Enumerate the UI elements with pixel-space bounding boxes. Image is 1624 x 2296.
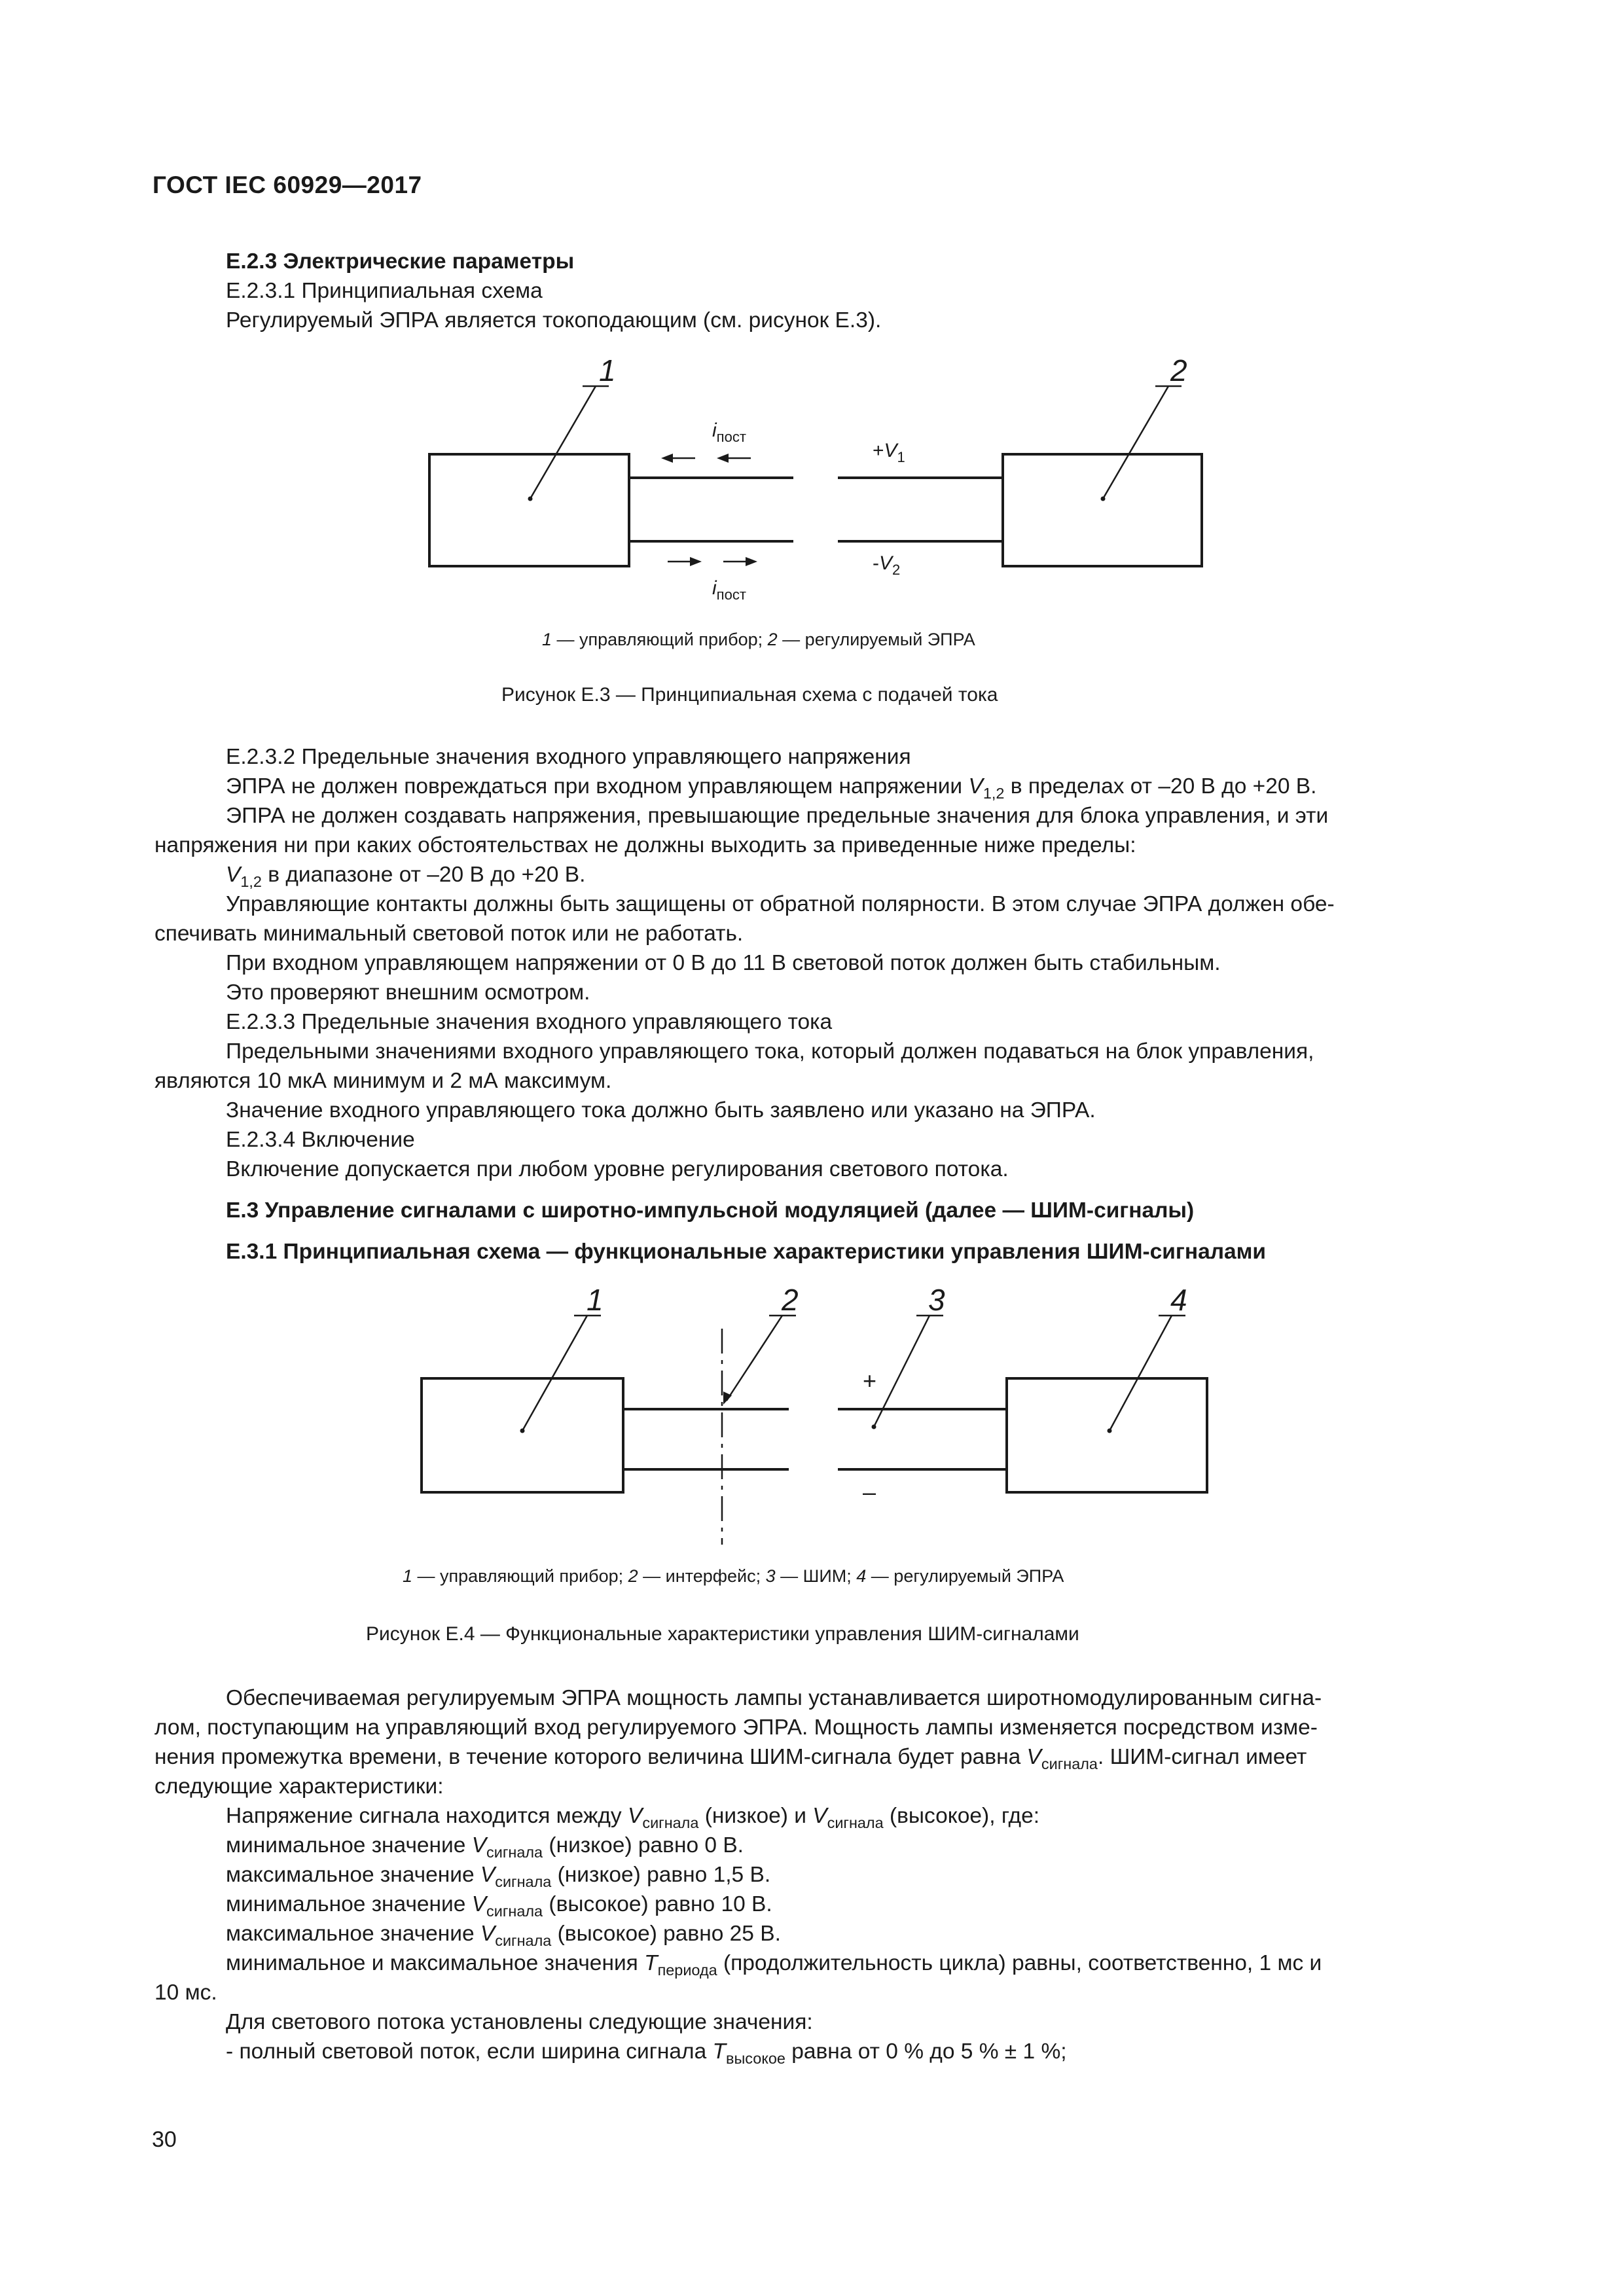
voltage-label-v1: $+V_1$ — [873, 440, 905, 465]
paragraph: 10 мс. — [154, 1981, 217, 2005]
figure-e4-caption: Рисунок Е.4 — Функциональные характеристики управления ШИМ-сигналами — [366, 1623, 1079, 1645]
list-item: минимальное значение $V_{сигнала}$ (низкое) равно 0 В. — [226, 1833, 744, 1861]
figure-e4-diagram — [393, 1283, 1244, 1558]
figure-e3-caption: Рисунок Е.3 — Принципиальная схема с подачей тока — [501, 684, 998, 706]
list-item: максимальное значение $V_{сигнала}$ (низкое) равно 1,5 В. — [226, 1863, 771, 1891]
control-device-box — [429, 454, 629, 566]
figure-e4-label-1: 1 — [586, 1283, 604, 1317]
paragraph: нения промежутка времени, в течение которого величина ШИМ-сигнала будет равна $V_{сигнала}$. ШИМ-сигнал имеет — [154, 1745, 1307, 1773]
paragraph: Регулируемый ЭПРА является токоподающим (см. рисунок Е.3). — [226, 308, 882, 332]
paragraph: Напряжение сигнала находится между $V_{сигнала}$ (низкое) и $V_{сигнала}$ (высокое), где: — [226, 1804, 1040, 1832]
section-heading-e31: Е.3.1 Принципиальная схема — функциональные характеристики управления ШИМ-сигналами — [226, 1240, 1266, 1264]
paragraph: ЭПРА не должен создавать напряжения, превышающие предельные значения для блока управления, и эти — [226, 804, 1329, 828]
paragraph: Это проверяют внешним осмотром. — [226, 980, 590, 1005]
minus-sign: – — [863, 1479, 876, 1505]
paragraph: Значение входного управляющего тока должно быть заявлено или указано на ЭПРА. — [226, 1098, 1096, 1122]
subsection-title-e231: Е.2.3.1 Принципиальная схема — [226, 279, 543, 303]
paragraph: Управляющие контакты должны быть защищены от обратной полярности. В этом случае ЭПРА должен обе- — [226, 892, 1335, 916]
plus-sign: + — [863, 1367, 877, 1394]
section-heading-e3: Е.3 Управление сигналами с широтно-импульсной модуляцией (далее — ШИМ-сигналы) — [226, 1198, 1195, 1223]
subsection-title-e234: Е.2.3.4 Включение — [226, 1128, 415, 1152]
paragraph: Предельными значениями входного управляющего тока, который должен подаваться на блок управления, — [226, 1039, 1314, 1064]
current-label-top: $i_{пост}$ — [712, 420, 746, 445]
section-heading-e23: Е.2.3 Электрические параметры — [226, 249, 575, 274]
control-device-box — [422, 1378, 623, 1492]
figure-e4-label-3: 3 — [928, 1283, 945, 1317]
ballast-box — [1003, 454, 1202, 566]
list-item: минимальное и максимальное значения $T_{периода}$ (продолжительность цикла) равны, соответственно, 1 мс и — [226, 1951, 1322, 1979]
arrow-left-icon — [661, 454, 673, 463]
figure-e3-label-1: 1 — [599, 353, 616, 387]
paragraph: Обеспечиваемая регулируемым ЭПРА мощность лампы устанавливается широтномодулированным сигна- — [226, 1686, 1322, 1710]
figure-e3-diagram — [393, 353, 1244, 615]
list-item: минимальное значение $V_{сигнала}$ (высокое) равно 10 В. — [226, 1892, 772, 1920]
figure-e4-legend: 1 — управляющий прибор; 2 — интерфейс; 3 — ШИМ; 4 — регулируемый ЭПРА — [403, 1566, 1064, 1586]
ballast-box — [1007, 1378, 1207, 1492]
paragraph: Включение допускается при любом уровне регулирования светового потока. — [226, 1157, 1009, 1181]
document-title: ГОСТ IEC 60929—2017 — [153, 171, 422, 198]
list-item: - полный световой поток, если ширина сигнала $T_{высокое}$ равна от 0 % до 5 % ± 1 %; — [226, 2039, 1067, 2068]
paragraph: являются 10 мкА минимум и 2 мА максимум. — [154, 1069, 612, 1093]
paragraph: При входном управляющем напряжении от 0 В до 11 В световой поток должен быть стабильным. — [226, 951, 1221, 975]
list-item: максимальное значение $V_{сигнала}$ (высокое) равно 25 В. — [226, 1922, 781, 1950]
paragraph: ЭПРА не должен повреждаться при входном управляющем напряжении $V_{1,2}$ в пределах от –20 В до +20 В. — [226, 774, 1317, 802]
figure-e4-label-2: 2 — [782, 1283, 799, 1317]
arrow-right-icon — [746, 557, 757, 566]
figure-e4-label-4: 4 — [1170, 1283, 1187, 1317]
arrow-left-icon — [717, 454, 729, 463]
page-number: 30 — [152, 2127, 177, 2152]
paragraph: лом, поступающим на управляющий вход регулируемого ЭПРА. Мощность лампы изменяется посредством изме- — [154, 1715, 1318, 1740]
paragraph: $V_{1,2}$ в диапазоне от –20 В до +20 В. — [226, 863, 586, 891]
paragraph: напряжения ни при каких обстоятельствах не должны выходить за приведенные ниже пределы: — [154, 833, 1136, 857]
current-label-bottom: $i_{пост}$ — [712, 577, 746, 603]
figure-e3-label-2: 2 — [1170, 353, 1187, 387]
subsection-title-e232: Е.2.3.2 Предельные значения входного управляющего напряжения — [226, 745, 911, 769]
arrow-right-icon — [690, 557, 702, 566]
figure-e3-legend: 1 — управляющий прибор; 2 — регулируемый ЭПРА — [542, 630, 975, 649]
paragraph: Для светового потока установлены следующие значения: — [226, 2010, 813, 2034]
subsection-title-e233: Е.2.3.3 Предельные значения входного управляющего тока — [226, 1010, 833, 1034]
paragraph: спечивать минимальный световой поток или не работать. — [154, 922, 744, 946]
voltage-label-v2: $-V_2$ — [873, 552, 901, 578]
paragraph: следующие характеристики: — [154, 1774, 444, 1799]
